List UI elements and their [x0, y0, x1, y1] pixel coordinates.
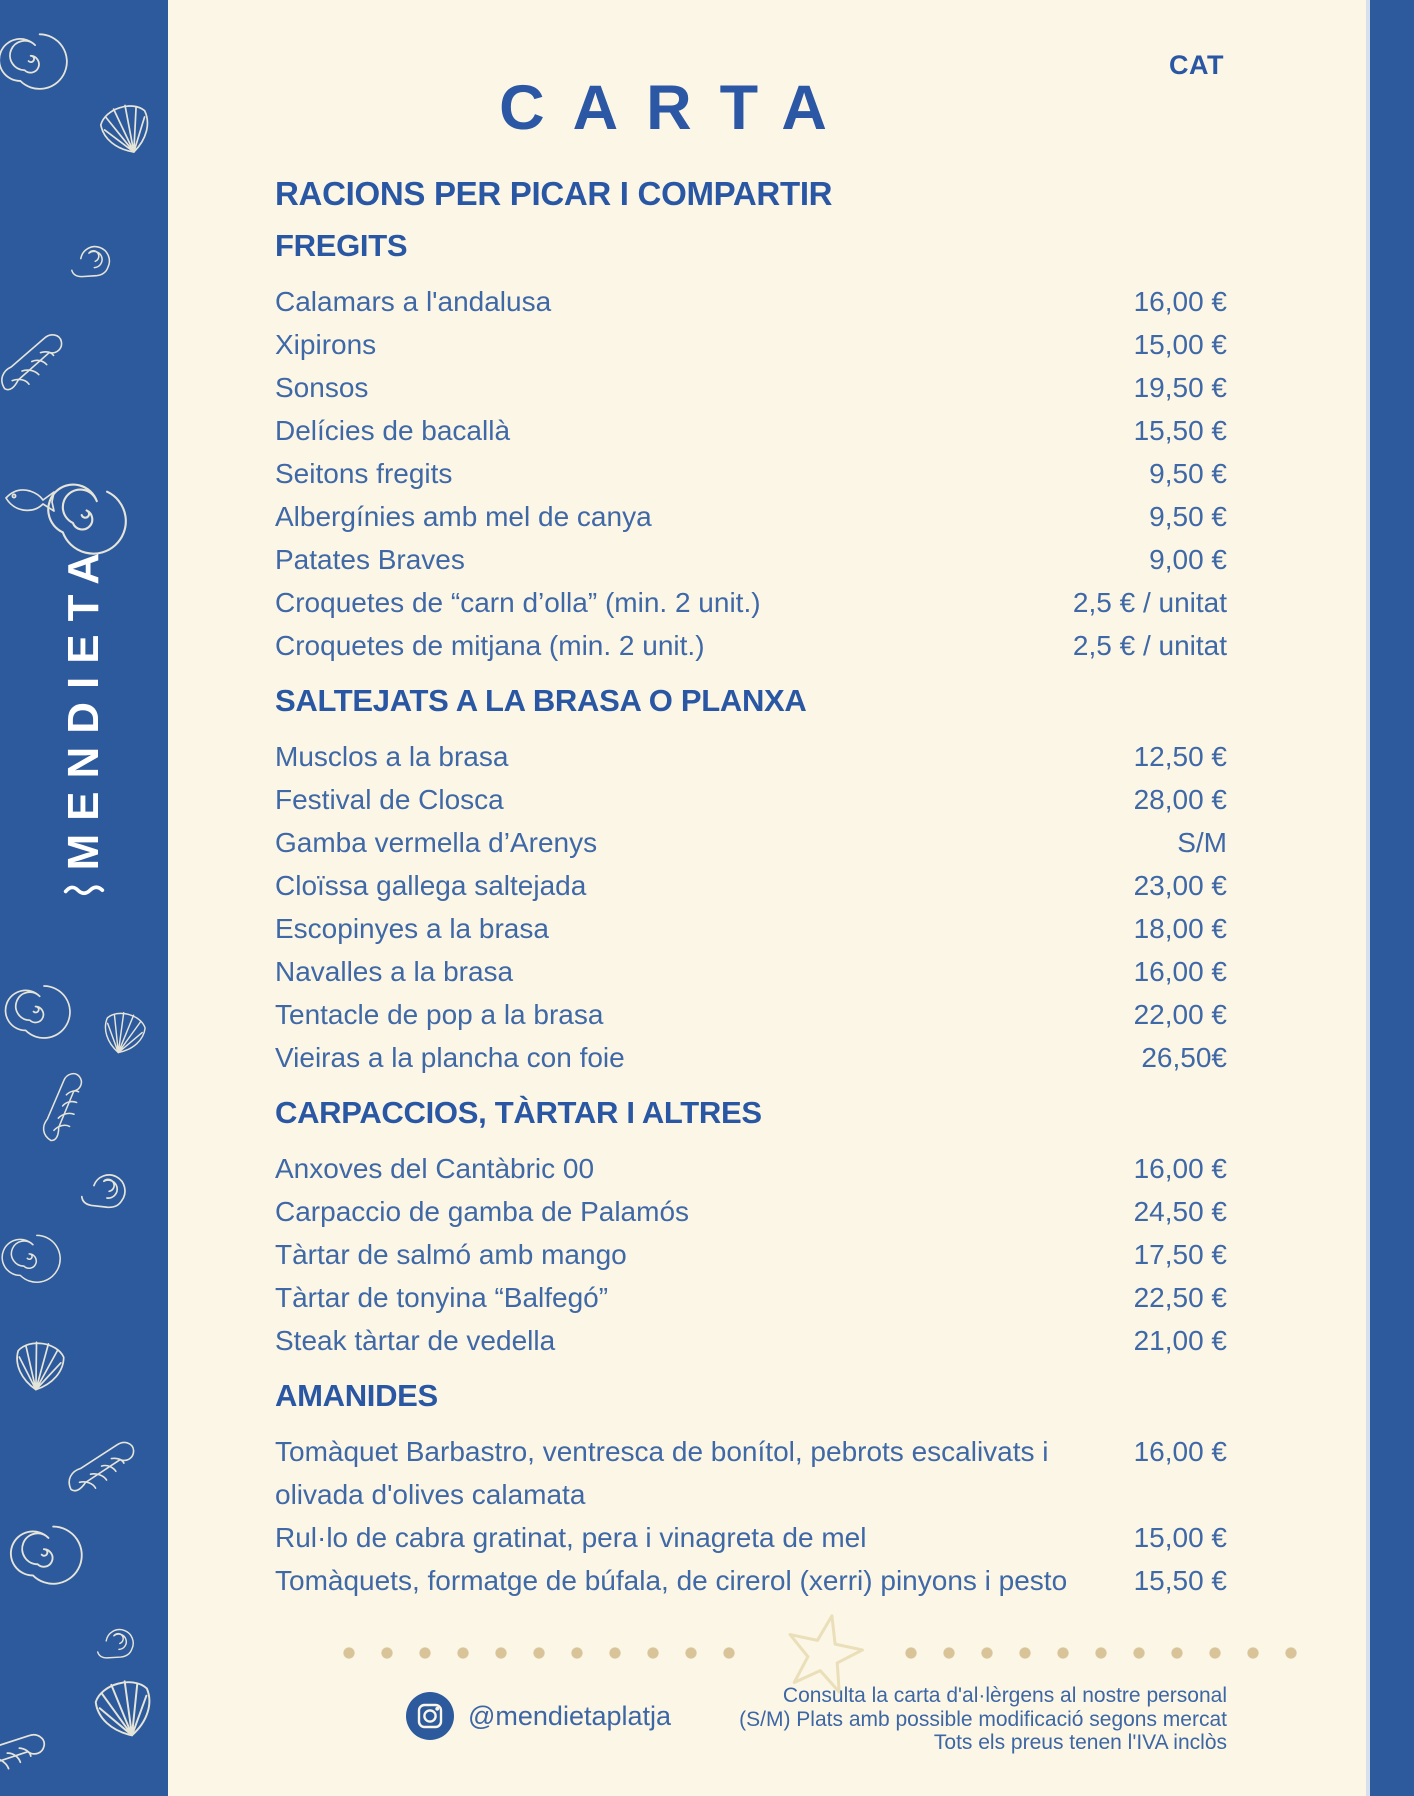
- menu-item-row: [275, 1190, 1227, 1233]
- menu-item-row: [275, 864, 1227, 907]
- item-price: 17,50 €: [1133, 1239, 1227, 1270]
- item-price: 2,5 € / unitat: [1072, 587, 1227, 618]
- item-name: Albergínies amb mel de canya: [275, 501, 652, 532]
- item-price: 22,50 €: [1133, 1282, 1227, 1313]
- footer-note-vat: Tots els preus tenen l'IVA inclòs: [933, 1731, 1227, 1754]
- shell-icon: [13, 1340, 66, 1393]
- item-price: 19,50 €: [1133, 372, 1227, 403]
- menu-item-row: [275, 907, 1227, 950]
- sidebar: [0, 0, 168, 1796]
- menu-item-row: [275, 409, 1227, 452]
- menu-group-title: RACIONS PER PICAR I COMPARTIR: [275, 175, 833, 212]
- item-price: 22,00 €: [1133, 999, 1227, 1030]
- dot-line: [330, 1647, 756, 1659]
- brand-logo: [0, 540, 168, 1010]
- shell-icon: [92, 1676, 158, 1742]
- item-name: Tomàquets, formatge de búfala, de cirerol (xerri) pinyons i pesto: [275, 1565, 1068, 1596]
- item-name: Escopinyes a la brasa: [275, 913, 549, 944]
- shell-icon: [98, 1630, 134, 1658]
- item-price: 24,50 €: [1133, 1196, 1227, 1227]
- shell-icon: [0, 326, 63, 399]
- page-title: CARTA: [499, 73, 855, 143]
- menu-item-row: [275, 366, 1227, 409]
- item-name: Xipirons: [275, 329, 377, 360]
- dot-line: [892, 1647, 1318, 1659]
- menu-section: [275, 226, 1227, 667]
- item-name: Croquetes de “carn d’olla” (min. 2 unit.): [275, 587, 761, 618]
- item-price: 16,00 €: [1133, 286, 1227, 317]
- menu-section: [275, 1376, 1227, 1602]
- shell-icon: [32, 1072, 94, 1142]
- footer-note-allergens: Consulta la carta d'al·lèrgens al nostre personal: [782, 1684, 1227, 1707]
- item-price: 15,50 €: [1133, 1565, 1227, 1596]
- shell-icon: [66, 1429, 136, 1506]
- item-price: 16,00 €: [1133, 1436, 1227, 1467]
- shell-icon: [0, 34, 67, 89]
- item-price: 9,50 €: [1149, 501, 1227, 532]
- menu-item-row: [275, 624, 1227, 667]
- item-name: Tàrtar de tonyina “Balfegó”: [275, 1282, 609, 1313]
- shell-icon: [11, 1527, 82, 1584]
- item-price: S/M: [1177, 827, 1227, 858]
- menu-item-row: [275, 778, 1227, 821]
- menu-content: [168, 0, 1370, 1796]
- menu-item-row: [275, 1233, 1227, 1276]
- menu-item-row: [275, 1276, 1227, 1319]
- item-price: 15,50 €: [1133, 415, 1227, 446]
- shell-icon: [72, 247, 110, 277]
- item-name: Rul·lo de cabra gratinat, pera i vinagreta de mel: [275, 1522, 867, 1553]
- shell-icon: [2, 1235, 60, 1282]
- menu-item-row: [275, 452, 1227, 495]
- item-price: 28,00 €: [1133, 784, 1227, 815]
- shell-icon: [99, 1009, 148, 1058]
- item-name: Navalles a la brasa: [275, 956, 514, 987]
- item-price: 9,00 €: [1149, 544, 1227, 575]
- menu-item-row: [275, 323, 1227, 366]
- shell-icon: [97, 100, 156, 159]
- menu-item-row: [275, 1147, 1227, 1190]
- menu-section: [275, 1093, 1227, 1362]
- menu-item-row: [275, 993, 1227, 1036]
- item-name: Steak tàrtar de vedella: [275, 1325, 556, 1356]
- item-price: 16,00 €: [1133, 956, 1227, 987]
- item-name: Tomàquet Barbastro, ventresca de bonítol, pebrots escalivats i olivada d'olives calamata: [275, 1436, 1049, 1510]
- right-border-band: [1366, 0, 1414, 1796]
- item-name: Delícies de bacallà: [275, 415, 511, 446]
- section-heading: SALTEJATS A LA BRASA O PLANXA: [275, 683, 807, 718]
- menu-item-row: [275, 538, 1227, 581]
- fish-icon: [6, 490, 54, 511]
- menu-item-row: [275, 950, 1227, 993]
- menu-section: [275, 681, 1227, 1079]
- shell-icon: [81, 1171, 128, 1211]
- menu-item-row: [275, 280, 1227, 323]
- item-name: Sonsos: [275, 372, 369, 403]
- item-price: 12,50 €: [1133, 741, 1227, 772]
- item-name: Calamars a l'andalusa: [275, 286, 552, 317]
- item-name: Carpaccio de gamba de Palamós: [275, 1196, 690, 1227]
- footer-note-market: (S/M) Plats amb possible modificació segons mercat: [739, 1707, 1227, 1731]
- item-price: 18,00 €: [1133, 913, 1227, 944]
- instagram-handle[interactable]: @mendietaplatja: [468, 1700, 672, 1731]
- item-price: 16,00 €: [1133, 1153, 1227, 1184]
- section-heading: CARPACCIOS, TÀRTAR I ALTRES: [275, 1095, 762, 1130]
- brand-name: MENDIETA: [59, 540, 108, 871]
- menu-item-row: [275, 1036, 1227, 1079]
- item-price: 21,00 €: [1133, 1325, 1227, 1356]
- footer-notes: [739, 1684, 1227, 1755]
- item-name: Vieiras a la plancha con foie: [275, 1042, 625, 1073]
- section-heading: AMANIDES: [275, 1378, 438, 1413]
- item-price: 23,00 €: [1133, 870, 1227, 901]
- item-price: 9,50 €: [1149, 458, 1227, 489]
- item-price: 2,5 € / unitat: [1072, 630, 1227, 661]
- item-name: Tentacle de pop a la brasa: [275, 999, 604, 1030]
- item-name: Croquetes de mitjana (min. 2 unit.): [275, 630, 705, 661]
- section-heading: FREGITS: [275, 228, 408, 263]
- item-name: Musclos a la brasa: [275, 741, 509, 772]
- menu-item-row: [275, 495, 1227, 538]
- instagram-icon[interactable]: [406, 1692, 454, 1740]
- instagram-handle-row[interactable]: [406, 1692, 671, 1740]
- item-price: 26,50€: [1141, 1042, 1227, 1073]
- menu-item-row: [275, 1516, 1227, 1559]
- item-name: Patates Braves: [275, 544, 465, 575]
- item-name: Festival de Closca: [275, 784, 504, 815]
- menu-sections: [275, 226, 1227, 1602]
- menu-item-row: [275, 735, 1227, 778]
- wave-icon: [62, 881, 106, 897]
- item-name: Anxoves del Cantàbric 00: [275, 1153, 595, 1184]
- menu-item-row: [275, 821, 1227, 864]
- language-badge[interactable]: CAT: [1169, 50, 1224, 80]
- item-name: Cloïssa gallega saltejada: [275, 870, 587, 901]
- menu-item-row: [275, 1319, 1227, 1362]
- item-name: Gamba vermella d’Arenys: [275, 827, 598, 858]
- item-name: Seitons fregits: [275, 458, 453, 489]
- menu-item-row: [275, 581, 1227, 624]
- dotted-separator: [330, 1630, 1318, 1676]
- item-price: 15,00 €: [1133, 329, 1227, 360]
- menu-item-row: [275, 1430, 1227, 1516]
- item-price: 15,00 €: [1133, 1522, 1227, 1553]
- shell-icon: [0, 1711, 48, 1796]
- item-name: Tàrtar de salmó amb mango: [275, 1239, 627, 1270]
- menu-item-row: [275, 1559, 1227, 1602]
